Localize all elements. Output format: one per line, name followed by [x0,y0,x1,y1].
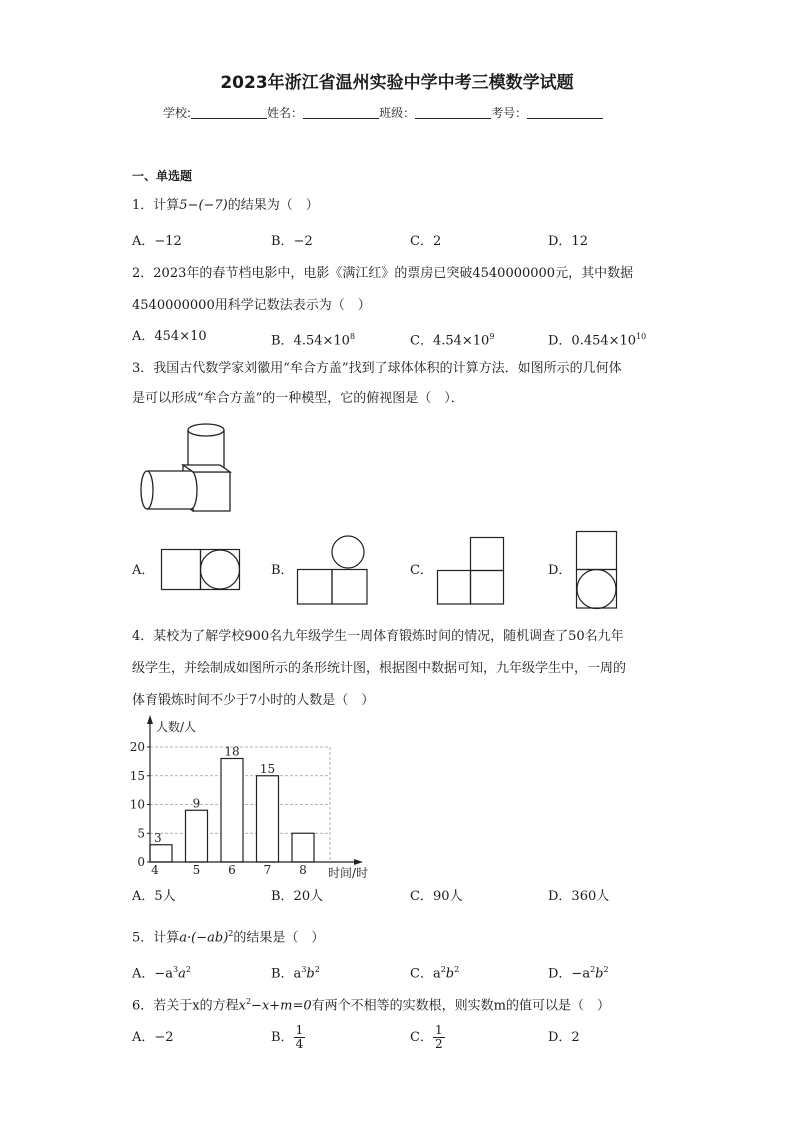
data-label: 18 [224,744,240,759]
q1-expression: 5−(−7) [179,198,228,213]
question-2-line1: 2．2023年的春节档电影中，电影《满江红》的票房已突破4540000000元，其中数据 [132,266,634,281]
q1-option-d[interactable]: D．12 [548,234,588,249]
question-2-line2: 4540000000用科学记数法表示为（ ） [132,298,371,313]
question-3-line1: 3．我国古代数学家刘徽用“牟合方盖”找到了球体体积的计算方法．如图所示的几何体 [132,361,622,376]
name-blank[interactable] [303,106,379,119]
q1-option-b[interactable]: B．−2 [271,234,313,249]
q4-option-b[interactable]: B．20人 [271,889,324,904]
x-tick-label: 7 [263,863,272,877]
q3-option-c[interactable]: C． [410,563,433,578]
question-4-line1: 4．某校为了解学校900名九年级学生一周体育锻炼时间的情况，随机调查了50名九年 [132,629,624,644]
question-1 [132,198,319,214]
q6-option-a[interactable]: A．−2 [132,1030,174,1045]
q2-option-a[interactable]: A．454×10 [132,329,207,344]
bar-chart [125,712,385,882]
q1-option-a[interactable]: A．−12 [132,234,182,249]
q2-option-c[interactable]: C．$4.54\times 10^9$ [410,332,495,349]
q2-option-b[interactable]: B．$4.54\times 10^8$ [271,332,356,349]
x-tick-label: 8 [299,863,307,877]
q6-option-d[interactable]: D．2 [548,1030,580,1045]
class-blank[interactable] [415,106,491,119]
bar-7 [257,776,279,862]
data-label: 15 [259,761,276,776]
q5-option-a[interactable]: A．$-a^3a^2$ [132,965,191,982]
q1-text-end: 的结果为（ ） [227,198,319,213]
q4-option-c[interactable]: C．90人 [410,889,463,904]
y-tick-label: 10 [129,797,145,812]
q3-option-a[interactable]: A． [132,563,155,578]
bar-6 [221,759,243,863]
q5-option-d[interactable]: D．$-a^2b^2$ [548,965,609,982]
question-5: 5．计算$a\cdot(-ab)^2$的结果是（ ） [132,929,325,946]
page-title: 2023年浙江省温州实验中学中考三模数学试题 [220,73,574,93]
y-tick-label: 5 [137,826,145,841]
question-3-line2: 是可以形成“牟合方盖”的一种模型，它的俯视图是（ ）． [132,391,464,406]
number-blank[interactable] [527,106,603,119]
q3-option-b-figure[interactable] [297,536,369,605]
q1-text: 1．计算 [132,198,180,213]
geometry-model-figure [138,420,234,515]
section-heading: 一、单选题 [132,169,193,183]
q3-option-d-figure[interactable] [576,531,618,609]
q5-option-b[interactable]: B．$a^3b^2$ [271,965,320,982]
bar-5 [186,810,208,862]
q2-option-d[interactable]: D．$0.454\times 10^{10}$ [548,332,647,349]
name-label: 姓名： [267,106,304,120]
class-label: 班级： [379,106,416,120]
q6-option-c[interactable]: C． $\frac{1}{2}$ [410,1023,443,1051]
data-label: 9 [192,796,201,811]
q3-option-b[interactable]: B． [271,563,294,578]
q3-option-a-figure[interactable] [161,549,241,591]
q5-option-c[interactable]: C．$a^2b^2$ [410,965,460,982]
x-tick-label: 6 [228,863,236,877]
x-axis-arrow [354,859,363,865]
x-tick-label: 4 [151,863,159,877]
q5-expression: a·(−ab) [179,930,229,946]
q3-option-c-figure[interactable] [437,537,505,605]
bar-4 [150,845,172,862]
q4-option-a[interactable]: A．5人 [132,889,176,904]
y-tick-label: 0 [137,855,145,869]
y-axis-arrow [147,715,153,724]
x-axis-label: 时间/时 [328,866,369,880]
q6-equation: x [238,998,246,1014]
y-tick-label: 15 [129,768,145,783]
question-4-line3: 体育锻炼时间不少于7小时的人数是（ ） [132,693,375,708]
student-info-line [163,104,603,121]
question-4-line2: 级学生，并绘制成如图所示的条形统计图，根据图中数据可知，九年级学生中，一周的 [132,661,627,676]
school-blank[interactable] [191,106,267,119]
q1-option-c[interactable]: C．2 [410,234,442,249]
q3-option-d[interactable]: D． [548,563,572,578]
y-axis-label: 人数/人 [156,720,197,734]
data-label: 3 [154,830,162,845]
school-label: 学校: [163,106,192,120]
x-tick-label: 5 [192,863,201,877]
q4-option-d[interactable]: D．360人 [548,889,610,904]
number-label: 考号： [491,106,528,120]
bar-8 [292,833,314,862]
q6-option-b[interactable]: B． $\frac{1}{4}$ [271,1023,304,1051]
y-tick-label: 20 [129,740,145,754]
q6-option-b-fraction: $\frac{1}{4}$ [295,1023,304,1051]
q6-option-c-fraction: $\frac{1}{2}$ [434,1023,443,1051]
question-6: 6．若关于x的方程$x^2-x+m=0$有两个不相等的实数根，则实数m的值可以是（ ） [132,997,610,1014]
